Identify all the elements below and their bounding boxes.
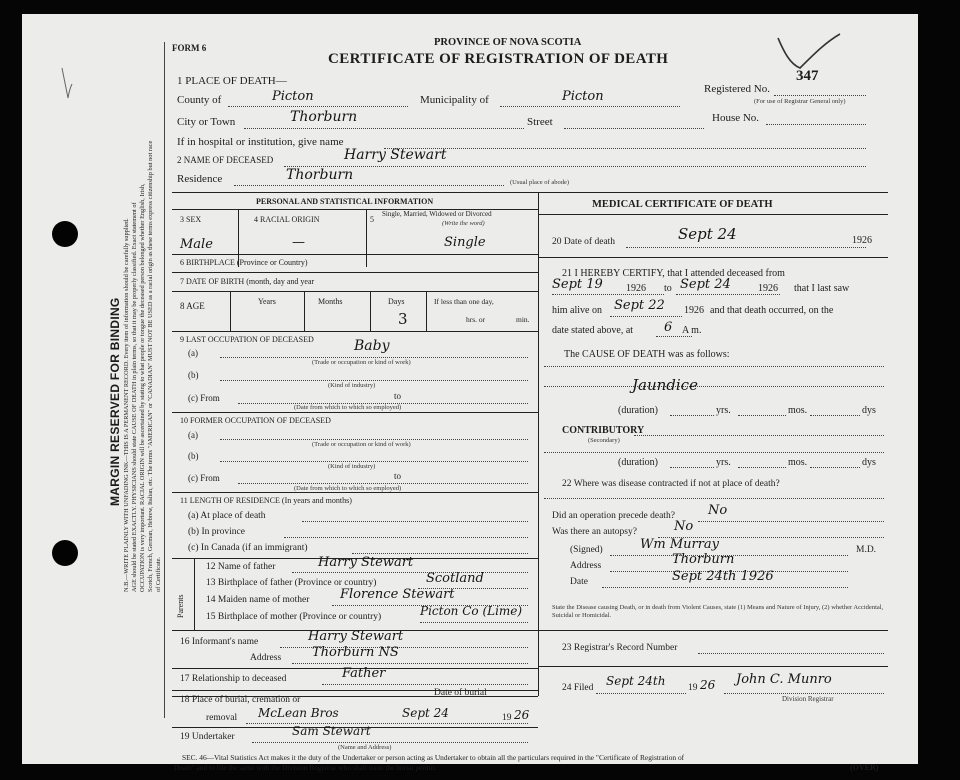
father-name-value: Harry Stewart: [318, 555, 414, 570]
former-occupation-from: (c) From: [188, 473, 220, 483]
last-occupation-to: to: [394, 391, 402, 401]
months-label: Months: [318, 297, 343, 306]
mother-birthplace-label: 15 Birthplace of mother (Province or country): [206, 612, 382, 622]
former-dates-note: (Date from which to which so employed): [294, 485, 402, 492]
informant-address-label: Address: [250, 653, 282, 663]
province-heading: PROVINCE OF NOVA SCOTIA: [434, 37, 582, 48]
margin-note-line-2: AGE should be stated EXACTLY. PHYSICIANS should state CAUSE OF DEATH in plain terms, so that it may be properly classified. Exact statement of: [131, 202, 138, 592]
contributory-mos-label: mos.: [788, 457, 808, 468]
certify-text: 21 I HEREBY CERTIFY, that I attended deceased from: [562, 268, 785, 279]
city-value: Thorburn: [290, 109, 358, 125]
last-saw-label: that I last saw: [794, 283, 850, 294]
days-value: 3: [398, 310, 408, 328]
attended-to-label: to: [664, 283, 672, 294]
date-of-birth-label: 7 DATE OF BIRTH (month, day and year: [180, 277, 315, 286]
operation-value: No: [708, 503, 728, 518]
death-date-value: Sept 24: [678, 225, 737, 243]
county-value: Picton: [272, 89, 314, 104]
registrar-signature: John C. Munro: [736, 672, 832, 687]
last-occupation-a: (a): [188, 348, 198, 358]
contributory-dys-label: dys: [862, 457, 876, 468]
age-label: 8 AGE: [180, 301, 205, 311]
last-occupation-from: (c) From: [188, 393, 220, 403]
informant-address-value: Thorburn NS: [312, 645, 399, 660]
sex-label: 3 SEX: [180, 215, 202, 224]
filed-year-value: 26: [700, 678, 716, 692]
death-occurred-label: and that death occurred, on the: [710, 305, 834, 316]
undertaker-note: (Name and Address): [338, 744, 392, 751]
margin-note-line-1: N.B.—WRITE PLAINLY WITH UNFADING INK—THIS IS A PERMANENT RECORD. Every item of information should be carefully supplied.: [123, 218, 130, 592]
secondary-note: (Secondary): [588, 437, 620, 444]
hrs-label: hrs. or: [466, 315, 486, 324]
filed-date-value: Sept 24th: [606, 674, 666, 688]
physician-address-label: Address: [570, 561, 602, 571]
former-industry-note: (Kind of industry): [328, 463, 376, 470]
alive-prefix: him alive on: [552, 305, 602, 316]
last-occupation-label: 9 LAST OCCUPATION OF DECEASED: [180, 335, 314, 344]
residence-value: Thorburn: [286, 167, 354, 183]
county-label: County of: [177, 94, 222, 106]
parents-side-label: Parents: [176, 594, 185, 618]
sec46-note-line1: SEC. 46—Vital Statistics Act makes it the duty of the Undertaker or person acting as Undertaker to obtain all the particulars required in the "Certificate of Registration of: [182, 753, 685, 762]
former-trade-note: (Trade or occupation or kind of work): [312, 441, 411, 448]
registered-no-label: Registered No.: [704, 83, 770, 95]
burial-place-label: 18 Place of burial, cremation or: [180, 695, 301, 705]
contributory-duration-label: (duration): [618, 457, 658, 468]
house-no-label: House No.: [712, 112, 760, 124]
signed-label: (Signed): [570, 545, 603, 555]
last-alive-year: 1926: [684, 305, 704, 316]
residence-label: Residence: [177, 173, 223, 185]
filed-year-prefix: 19: [688, 683, 698, 693]
form-title: CERTIFICATE OF REGISTRATION OF DEATH: [328, 51, 669, 67]
residence-at-place: (a) At place of death: [188, 511, 266, 521]
margin-reserved-label: MARGIN RESERVED FOR BINDING: [108, 297, 122, 506]
mother-birthplace-value: Picton Co (Lime): [420, 604, 523, 618]
undertaker-value: Sam Stewart: [292, 724, 371, 738]
burial-year-value: 26: [514, 708, 530, 722]
former-occupation-a: (a): [188, 430, 198, 440]
margin-note-line-5: of Certificate.: [155, 557, 162, 592]
place-of-death-label: 1 PLACE OF DEATH—: [177, 75, 287, 87]
sex-value: Male: [180, 237, 213, 252]
birthplace-label: 6 BIRTHPLACE (Province or Country): [180, 258, 308, 267]
mother-name-label: 14 Maiden name of mother: [206, 595, 310, 605]
attended-from-year: 1926: [626, 283, 646, 294]
last-occupation-b: (b): [188, 370, 199, 380]
burial-date-value: Sept 24: [402, 706, 449, 720]
operation-label: Did an operation precede death?: [552, 511, 675, 521]
cause-duration-label: (duration): [618, 405, 658, 416]
residence-in-province: (b) In province: [188, 527, 245, 537]
municipality-label: Municipality of: [420, 94, 489, 106]
burial-place-value: McLean Bros: [258, 706, 339, 720]
father-birthplace-value: Scotland: [426, 571, 484, 586]
father-name-label: 12 Name of father: [206, 562, 276, 572]
burial-year-prefix: 19: [502, 713, 512, 723]
autopsy-label: Was there an autopsy?: [552, 527, 637, 537]
pencil-checkmark-icon: [774, 30, 844, 72]
less-than-day-label: If less than one day,: [434, 297, 494, 306]
autopsy-value: No: [674, 519, 694, 534]
form-left-border: [164, 42, 165, 718]
registrar-record-label: 23 Registrar's Record Number: [562, 643, 678, 653]
racial-origin-value: —: [292, 235, 305, 250]
pencil-mark-icon: [60, 66, 74, 102]
employment-dates-note: (Date from which to which so employed): [294, 404, 402, 411]
relationship-value: Father: [342, 666, 386, 681]
binder-hole-top: [52, 221, 78, 247]
cause-of-death-label: The CAUSE OF DEATH was as follows:: [564, 349, 730, 360]
hospital-label: If in hospital or institution, give name: [177, 136, 344, 148]
mother-name-value: Florence Stewart: [340, 587, 455, 602]
certificate-date-label: Date: [570, 577, 588, 587]
undertaker-label: 19 Undertaker: [180, 732, 235, 742]
certificate-date-value: Sept 24th 1926: [672, 569, 774, 584]
informant-label: 16 Informant's name: [180, 637, 259, 647]
industry-note: (Kind of industry): [328, 382, 376, 389]
contributory-label: CONTRIBUTORY: [562, 425, 645, 436]
physician-signature: Wm Murray: [640, 537, 720, 552]
burial-date-label: Date of burial: [434, 688, 487, 698]
trade-note: (Trade or occupation or kind of work): [312, 359, 411, 366]
informant-value: Harry Stewart: [308, 629, 404, 644]
city-label: City or Town: [177, 116, 236, 128]
time-of-death-suffix: A m.: [682, 325, 702, 336]
name-of-deceased-label: 2 NAME OF DECEASED: [177, 155, 274, 165]
former-occupation-to: to: [394, 471, 402, 481]
division-registrar-label: Division Registrar: [782, 695, 834, 703]
removal-label: removal: [206, 713, 238, 723]
attended-from-value: Sept 19: [552, 277, 603, 292]
medical-certificate-header: MEDICAL CERTIFICATE OF DEATH: [592, 199, 773, 210]
cause-of-death-value: Jaundice: [632, 376, 698, 394]
personal-info-header: PERSONAL AND STATISTICAL INFORMATION: [256, 197, 434, 206]
marital-number: 5: [370, 215, 374, 224]
time-of-death-value: 6: [664, 320, 673, 335]
md-label: M.D.: [856, 545, 877, 555]
contributory-yrs-label: yrs.: [716, 457, 731, 468]
attended-to-value: Sept 24: [680, 277, 731, 292]
over-label: (OVER): [850, 763, 879, 772]
registered-number: 347: [796, 68, 819, 84]
column-divider: [538, 192, 539, 696]
days-label: Days: [388, 297, 405, 306]
name-of-deceased-value: Harry Stewart: [344, 147, 447, 163]
residence-in-canada: (c) In Canada (if an immigrant): [188, 543, 308, 553]
length-of-residence-label: 11 LENGTH OF RESIDENCE (In years and months): [180, 496, 352, 505]
years-label: Years: [258, 297, 276, 306]
marital-note: (Write the word): [442, 220, 485, 227]
binder-hole-bottom: [52, 540, 78, 566]
margin-note-line-4: Scotch, French, German, Hebrew, Italian, etc. The terms "AMERICAN" or "CANADIAN" MUST NOT BE USED as a racial origin as these terms express citizenship but not race: [147, 140, 154, 592]
former-occupation-b: (b): [188, 451, 199, 461]
registrar-use-note: (For use of Registrar General only): [754, 98, 846, 105]
form-number: FORM 6: [172, 43, 207, 53]
min-label: min.: [516, 315, 530, 324]
municipality-value: Picton: [562, 89, 604, 104]
violent-causes-note: State the Disease causing Death, or in death from Violent Causes, state (1) Means and Nature of Injury, (2) whether Accidental, Suicidal or Homicidal.: [552, 604, 884, 620]
father-birthplace-label: 13 Birthplace of father (Province or country): [206, 578, 377, 588]
attended-to-year: 1926: [758, 283, 778, 294]
contracted-label: 22 Where was disease contracted if not at place of death?: [562, 479, 780, 489]
former-occupation-label: 10 FORMER OCCUPATION OF DECEASED: [180, 416, 331, 425]
abode-note: (Usual place of abode): [510, 179, 570, 186]
filed-label: 24 Filed: [562, 683, 594, 693]
last-alive-value: Sept 22: [614, 298, 665, 313]
margin-note-line-3: OCCUPATION is very important. RACIAL ORIGIN will be ascertained by stating to what people or tongue the deceased person belonged whether English, Irish,: [139, 183, 146, 592]
sec46-note-line2: Death" and to file the same with the Division Registrar who shall issue the burial permit.: [174, 763, 437, 772]
cause-dys-label: dys: [862, 405, 876, 416]
date-stated-label: date stated above, at: [552, 325, 634, 336]
relationship-label: 17 Relationship to deceased: [180, 674, 287, 684]
street-label: Street: [527, 116, 553, 128]
death-year: 1926: [852, 235, 872, 246]
death-certificate: [22, 14, 918, 772]
last-occupation-value: Baby: [354, 338, 390, 354]
marital-value: Single: [444, 235, 486, 250]
physician-address-value: Thorburn: [672, 552, 735, 567]
cause-mos-label: mos.: [788, 405, 808, 416]
marital-label: Single, Married, Widowed or Divorced: [382, 210, 492, 218]
death-date-label: 20 Date of death: [552, 237, 616, 247]
cause-yrs-label: yrs.: [716, 405, 731, 416]
racial-origin-label: 4 RACIAL ORIGIN: [254, 215, 320, 224]
